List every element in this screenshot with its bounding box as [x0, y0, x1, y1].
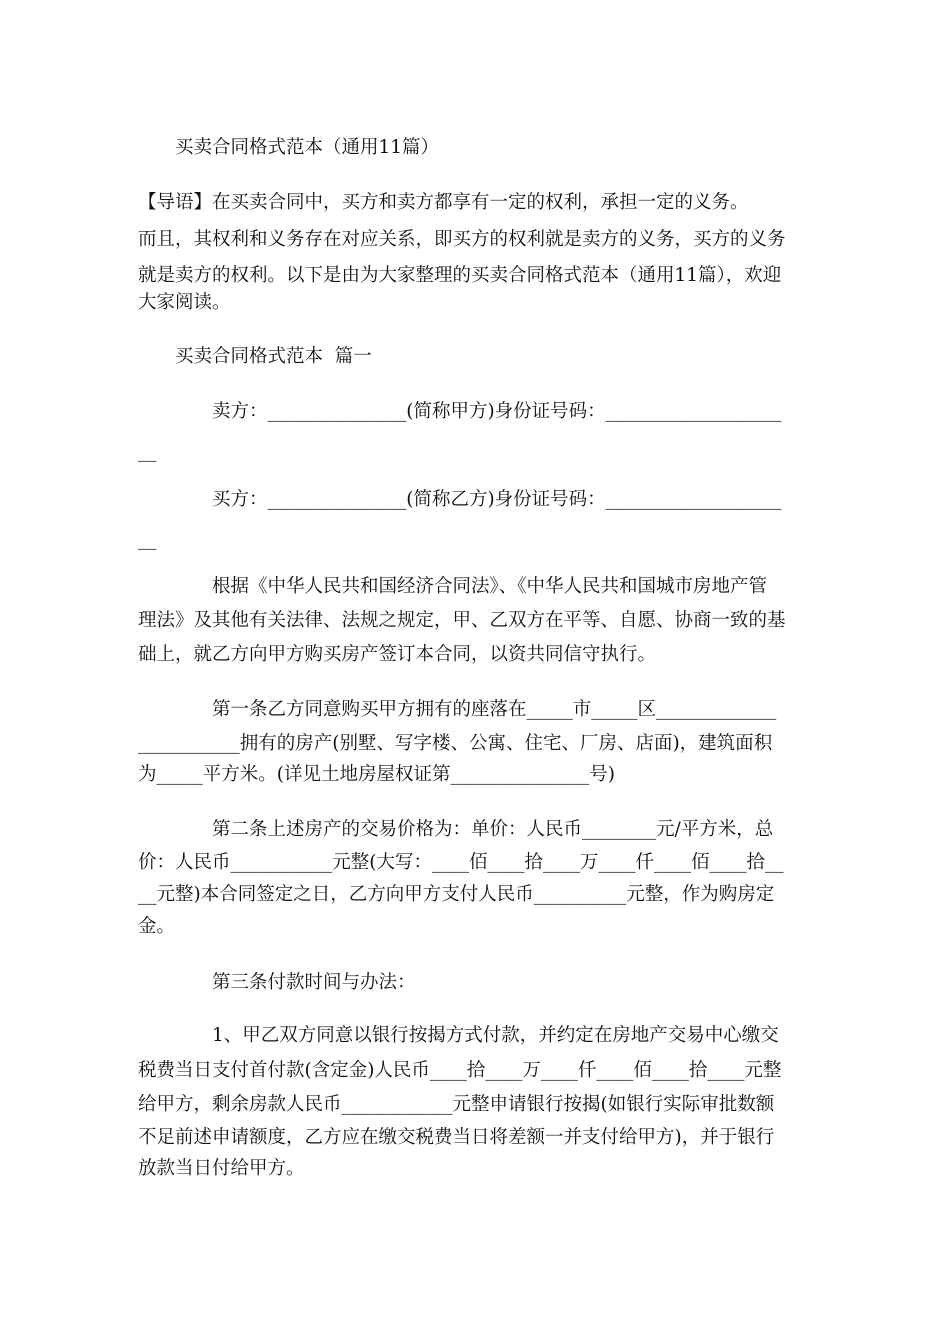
- clause1-line: 税费当日支付首付款(含定金)人民币____拾____万____仟____佰____拾____元整: [138, 1060, 782, 1081]
- article1-line: 第一条乙方同意购买甲方拥有的座落在_____市_____区_____________: [212, 699, 777, 720]
- buyer-line: 买方：_______________(简称乙方)身份证号码：___________________: [212, 489, 782, 510]
- intro-line: 【导语】在买卖合同中，买方和卖方都享有一定的权利，承担一定的义务。: [138, 192, 749, 213]
- article2-line: 价：人民币___________元整(大写：____佰____拾____万____仟____佰____拾__: [138, 852, 784, 873]
- basis-line: 础上，就乙方向甲方购买房产签订本合同，以资共同信守执行。: [138, 644, 657, 665]
- intro-line: 大家阅读。: [138, 292, 231, 313]
- clause1-line: 1、甲乙双方同意以银行按揭方式付款，并约定在房地产交易中心缴交: [212, 1025, 779, 1046]
- document-title: 买卖合同格式范本（通用11篇）: [175, 137, 440, 158]
- article1-line: 为_____平方米。(详见土地房屋权证第_______________号): [138, 764, 615, 785]
- article2-line: 金。: [138, 916, 176, 937]
- basis-line: 理法》及其他有关法律、法规之规定，甲、乙双方在平等、自愿、协商一致的基: [138, 610, 786, 631]
- basis-line: 根据《中华人民共和国经济合同法》、《中华人民共和国城市房地产管: [212, 576, 768, 597]
- clause1-line: 给甲方，剩余房款人民币____________元整申请银行按揭(如银行实际审批数额: [138, 1094, 775, 1115]
- intro-line: 而且，其权利和义务存在对应关系，即买方的权利就是卖方的义务，买方的义务: [138, 229, 786, 250]
- section-heading: 买卖合同格式范本 篇一: [175, 346, 372, 367]
- article3-heading: 第三条付款时间与办法：: [212, 972, 416, 993]
- seller-line: 卖方：_______________(简称甲方)身份证号码：___________________: [212, 401, 782, 422]
- clause1-line: 不足前述申请额度，乙方应在缴交税费当日将差额一并支付给甲方)，并于银行: [138, 1127, 775, 1148]
- seller-line-continuation: __: [138, 441, 157, 462]
- buyer-line-continuation: __: [138, 529, 157, 550]
- intro-line: 就是卖方的权利。以下是由为大家整理的买卖合同格式范本（通用11篇），欢迎: [138, 265, 782, 286]
- article2-line: 第二条上述房产的交易价格为：单价：人民币________元/平方米，总: [212, 819, 774, 840]
- article1-line: ___________拥有的房产(别墅、写字楼、公寓、住宅、厂房、店面)，建筑面积: [138, 733, 773, 754]
- clause1-line: 放款当日付给甲方。: [138, 1158, 305, 1179]
- article2-line: __元整)本合同签定之日，乙方向甲方支付人民币__________元整，作为购房定: [138, 884, 775, 905]
